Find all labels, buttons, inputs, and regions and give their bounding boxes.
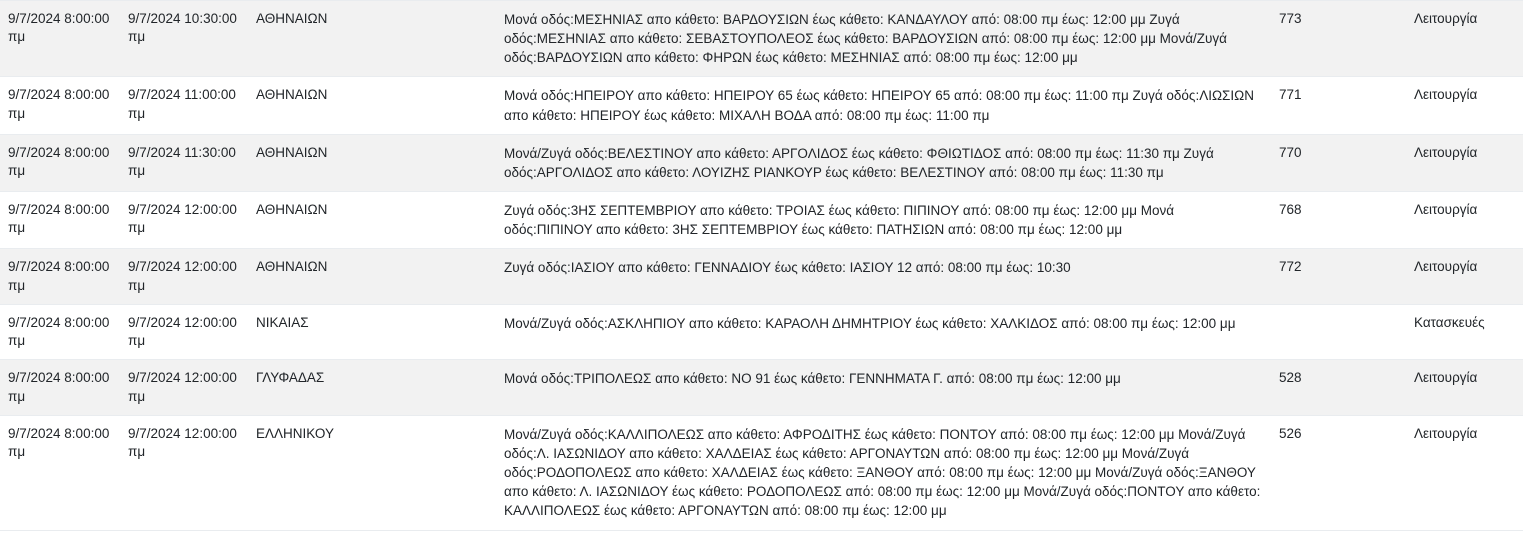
cell-from bbox=[0, 134, 120, 191]
to-datetime: 9/7/2024 11:30:00 πμ bbox=[128, 144, 236, 178]
area-name: ΑΘΗΝΑΙΩΝ bbox=[256, 202, 328, 218]
cell-area bbox=[248, 304, 496, 359]
area-name: ΝΙΚΑΙΑΣ bbox=[256, 314, 309, 330]
cell-status bbox=[1406, 192, 1523, 249]
table-row bbox=[0, 1, 1523, 77]
cell-number bbox=[1271, 249, 1406, 304]
status-label: Λειτουργία bbox=[1414, 259, 1478, 275]
cell-area bbox=[248, 77, 496, 134]
description-text: Μονά/Ζυγά οδός:ΒΕΛΕΣΤΙΝΟΥ απο κάθετο: ΑΡΓΟΛΙΔΟΣ έως κάθετο: ΦΘΙΩΤΙΔΟΣ από: 08:00 πμ έως: 11:30 πμ Ζυγά οδός:ΑΡΓΟΛΙΔΟΣ απο κάθετο: ΛΟΥΙΖΗΣ ΡΙΑΝΚΟΥΡ έως κάθετο: ΒΕΛΕΣΤΙΝΟΥ από: 08:00 πμ έως: 11:30 πμ bbox=[504, 145, 1214, 180]
cell-number bbox=[1271, 304, 1406, 359]
cell-description bbox=[496, 1, 1271, 77]
cell-to bbox=[120, 304, 248, 359]
description-text: Μονά οδός:ΗΠΕΙΡΟΥ απο κάθετο: ΗΠΕΙΡΟΥ 65 έως κάθετο: ΗΠΕΙΡΟΥ 65 από: 08:00 πμ έως: 11:00 πμ Ζυγά οδός:ΛΙΩΣΙΩΝ απο κάθετο: ΗΠΕΙΡΟΥ έως κάθετο: ΜΙΧΑΛΗ ΒΟΔΑ από: 08:00 πμ έως: 11:00 πμ bbox=[504, 88, 1254, 123]
from-datetime: 9/7/2024 8:00:00 πμ bbox=[8, 314, 110, 349]
cell-status bbox=[1406, 1, 1523, 77]
status-label: Λειτουργία bbox=[1414, 144, 1478, 160]
outage-number: 772 bbox=[1279, 259, 1302, 275]
cell-description bbox=[496, 77, 1271, 134]
cell-description bbox=[496, 192, 1271, 249]
area-name: ΑΘΗΝΑΙΩΝ bbox=[256, 87, 328, 103]
table-row bbox=[0, 192, 1523, 249]
cell-description bbox=[496, 304, 1271, 359]
cell-from bbox=[0, 360, 120, 415]
outage-number: 770 bbox=[1279, 144, 1302, 160]
from-datetime: 9/7/2024 8:00:00 πμ bbox=[8, 144, 110, 178]
outages-table-body bbox=[0, 1, 1523, 531]
cell-number bbox=[1271, 134, 1406, 191]
status-label: Λειτουργία bbox=[1414, 202, 1478, 218]
table-row bbox=[0, 77, 1523, 134]
from-datetime: 9/7/2024 8:00:00 πμ bbox=[8, 259, 110, 293]
table-row bbox=[0, 360, 1523, 415]
to-datetime: 9/7/2024 10:30:00 πμ bbox=[128, 11, 237, 45]
cell-description bbox=[496, 249, 1271, 304]
cell-number bbox=[1271, 77, 1406, 134]
cell-to bbox=[120, 77, 248, 134]
from-datetime: 9/7/2024 8:00:00 πμ bbox=[8, 425, 110, 459]
cell-to bbox=[120, 134, 248, 191]
status-label: Λειτουργία bbox=[1414, 87, 1478, 103]
cell-description bbox=[496, 415, 1271, 530]
cell-status bbox=[1406, 134, 1523, 191]
cell-from bbox=[0, 249, 120, 304]
status-label: Κατασκευές bbox=[1414, 314, 1485, 330]
from-datetime: 9/7/2024 8:00:00 πμ bbox=[8, 370, 110, 404]
cell-from bbox=[0, 77, 120, 134]
outage-number: 773 bbox=[1279, 11, 1302, 26]
description-text: Ζυγά οδός:ΙΑΣΙΟΥ απο κάθετο: ΓΕΝΝΑΔΙΟΥ έως κάθετο: ΙΑΣΙΟΥ 12 από: 08:00 πμ έως: 10:30 bbox=[504, 260, 1071, 276]
outage-number: 526 bbox=[1279, 425, 1302, 441]
description-text: Μονά/Ζυγά οδός:ΑΣΚΛΗΠΙΟΥ απο κάθετο: ΚΑΡΑΟΛΗ ΔΗΜΗΤΡΙΟΥ έως κάθετο: ΧΑΛΚΙΔΟΣ από: 08:00 πμ έως: 12:00 μμ bbox=[504, 315, 1236, 331]
to-datetime: 9/7/2024 12:00:00 πμ bbox=[128, 314, 237, 349]
to-datetime: 9/7/2024 11:00:00 πμ bbox=[128, 87, 236, 121]
outage-number: 768 bbox=[1279, 202, 1302, 218]
area-name: ΓΛΥΦΑΔΑΣ bbox=[256, 370, 325, 386]
status-label: Λειτουργία bbox=[1414, 425, 1478, 441]
cell-to bbox=[120, 192, 248, 249]
to-datetime: 9/7/2024 12:00:00 πμ bbox=[128, 202, 237, 236]
cell-description bbox=[496, 360, 1271, 415]
from-datetime: 9/7/2024 8:00:00 πμ bbox=[8, 87, 110, 121]
cell-description bbox=[496, 134, 1271, 191]
outage-number: 528 bbox=[1279, 370, 1302, 386]
cell-to bbox=[120, 249, 248, 304]
cell-number bbox=[1271, 1, 1406, 77]
cell-area bbox=[248, 134, 496, 191]
from-datetime: 9/7/2024 8:00:00 πμ bbox=[8, 11, 110, 45]
cell-from bbox=[0, 1, 120, 77]
description-text: Μονά οδός:ΤΡΙΠΟΛΕΩΣ απο κάθετο: ΝΟ 91 έως κάθετο: ΓΕΝΝΗΜΑΤΑ Γ. από: 08:00 πμ έως: 12:00 μμ bbox=[504, 371, 1121, 387]
cell-to bbox=[120, 415, 248, 530]
cell-from bbox=[0, 192, 120, 249]
description-text: Μονά/Ζυγά οδός:ΚΑΛΛΙΠΟΛΕΩΣ απο κάθετο: ΑΦΡΟΔΙΤΗΣ έως κάθετο: ΠΟΝΤΟΥ από: 08:00 πμ έως: 12:00 μμ Μονά/Ζυγά οδός:Λ. ΙΑΣΩΝΙΔΟΥ απο κάθετο: ΧΑΛΔΕΙΑΣ έως κάθετο: ΑΡΓΟΝΑΥΤΩΝ από: 08:00 πμ έως: 12:00 μμ Μονά/Ζυγά οδός:ΡΟΔΟΠΟΛΕΩΣ απο κάθετο: ΧΑΛΔΕΙΑΣ έως κάθετο: ΞΑΝΘΟΥ από: 08:00 πμ έως: 12:00 μμ Μονά/Ζυγά οδός:ΞΑΝΘΟΥ απο κάθετο: Λ. ΙΑΣΩΝΙΔΟΥ έως κάθετο: ΡΟΔΟΠΟΛΕΩΣ από: 08:00 πμ έως: 12:00 μμ Μονά/Ζυγά οδός:ΠΟΝΤΟΥ απο κάθετο: ΚΑΛΛΙΠΟΛΕΩΣ έως κάθετο: ΑΡΓΟΝΑΥΤΩΝ από: 08:00 πμ έως: 12:00 μμ bbox=[504, 426, 1261, 519]
from-datetime: 9/7/2024 8:00:00 πμ bbox=[8, 202, 110, 236]
area-name: ΑΘΗΝΑΙΩΝ bbox=[256, 144, 328, 160]
table-row bbox=[0, 415, 1523, 530]
to-datetime: 9/7/2024 12:00:00 πμ bbox=[128, 425, 237, 459]
cell-status bbox=[1406, 415, 1523, 530]
cell-status bbox=[1406, 77, 1523, 134]
cell-number bbox=[1271, 360, 1406, 415]
cell-number bbox=[1271, 192, 1406, 249]
cell-from bbox=[0, 415, 120, 530]
cell-to bbox=[120, 1, 248, 77]
area-name: ΕΛΛΗΝΙΚΟΥ bbox=[256, 425, 334, 441]
area-name: ΑΘΗΝΑΙΩΝ bbox=[256, 11, 328, 26]
status-label: Λειτουργία bbox=[1414, 11, 1478, 26]
cell-status bbox=[1406, 360, 1523, 415]
cell-status bbox=[1406, 249, 1523, 304]
to-datetime: 9/7/2024 12:00:00 πμ bbox=[128, 259, 237, 293]
table-row bbox=[0, 249, 1523, 304]
description-text: Ζυγά οδός:3ΗΣ ΣΕΠΤΕΜΒΡΙΟΥ απο κάθετο: ΤΡΟΙΑΣ έως κάθετο: ΠΙΠΙΝΟΥ από: 08:00 πμ έως: 12:00 μμ Μονά οδός:ΠΙΠΙΝΟΥ απο κάθετο: 3ΗΣ ΣΕΠΤΕΜΒΡΙΟΥ έως κάθετο: ΠΑΤΗΣΙΩΝ από: 08:00 πμ έως: 12:00 μμ bbox=[504, 203, 1175, 238]
cell-to bbox=[120, 360, 248, 415]
cell-area bbox=[248, 1, 496, 77]
to-datetime: 9/7/2024 12:00:00 πμ bbox=[128, 370, 237, 404]
cell-from bbox=[0, 304, 120, 359]
cell-area bbox=[248, 249, 496, 304]
area-name: ΑΘΗΝΑΙΩΝ bbox=[256, 259, 328, 275]
cell-number bbox=[1271, 415, 1406, 530]
cell-area bbox=[248, 415, 496, 530]
cell-status bbox=[1406, 304, 1523, 359]
cell-area bbox=[248, 192, 496, 249]
status-label: Λειτουργία bbox=[1414, 370, 1478, 386]
table-row bbox=[0, 134, 1523, 191]
cell-area bbox=[248, 360, 496, 415]
description-text: Μονά οδός:ΜΕΣΗΝΙΑΣ απο κάθετο: ΒΑΡΔΟΥΣΙΩΝ έως κάθετο: ΚΑΝΔΑΥΛΟΥ από: 08:00 πμ έως: 12:00 μμ Ζυγά οδός:ΜΕΣΗΝΙΑΣ απο κάθετο: ΣΕΒΑΣΤΟΥΠΟΛΕΟΣ έως κάθετο: ΒΑΡΔΟΥΣΙΩΝ από: 08:00 πμ έως: 12:00 μμ Μονά/Ζυγά οδός:ΒΑΡΔΟΥΣΙΩΝ απο κάθετο: ΦΗΡΩΝ έως κάθετο: ΜΕΣΗΝΙΑΣ από: 08:00 πμ έως: 12:00 μμ bbox=[504, 12, 1227, 66]
outage-number: 771 bbox=[1279, 87, 1302, 103]
table-row bbox=[0, 304, 1523, 359]
